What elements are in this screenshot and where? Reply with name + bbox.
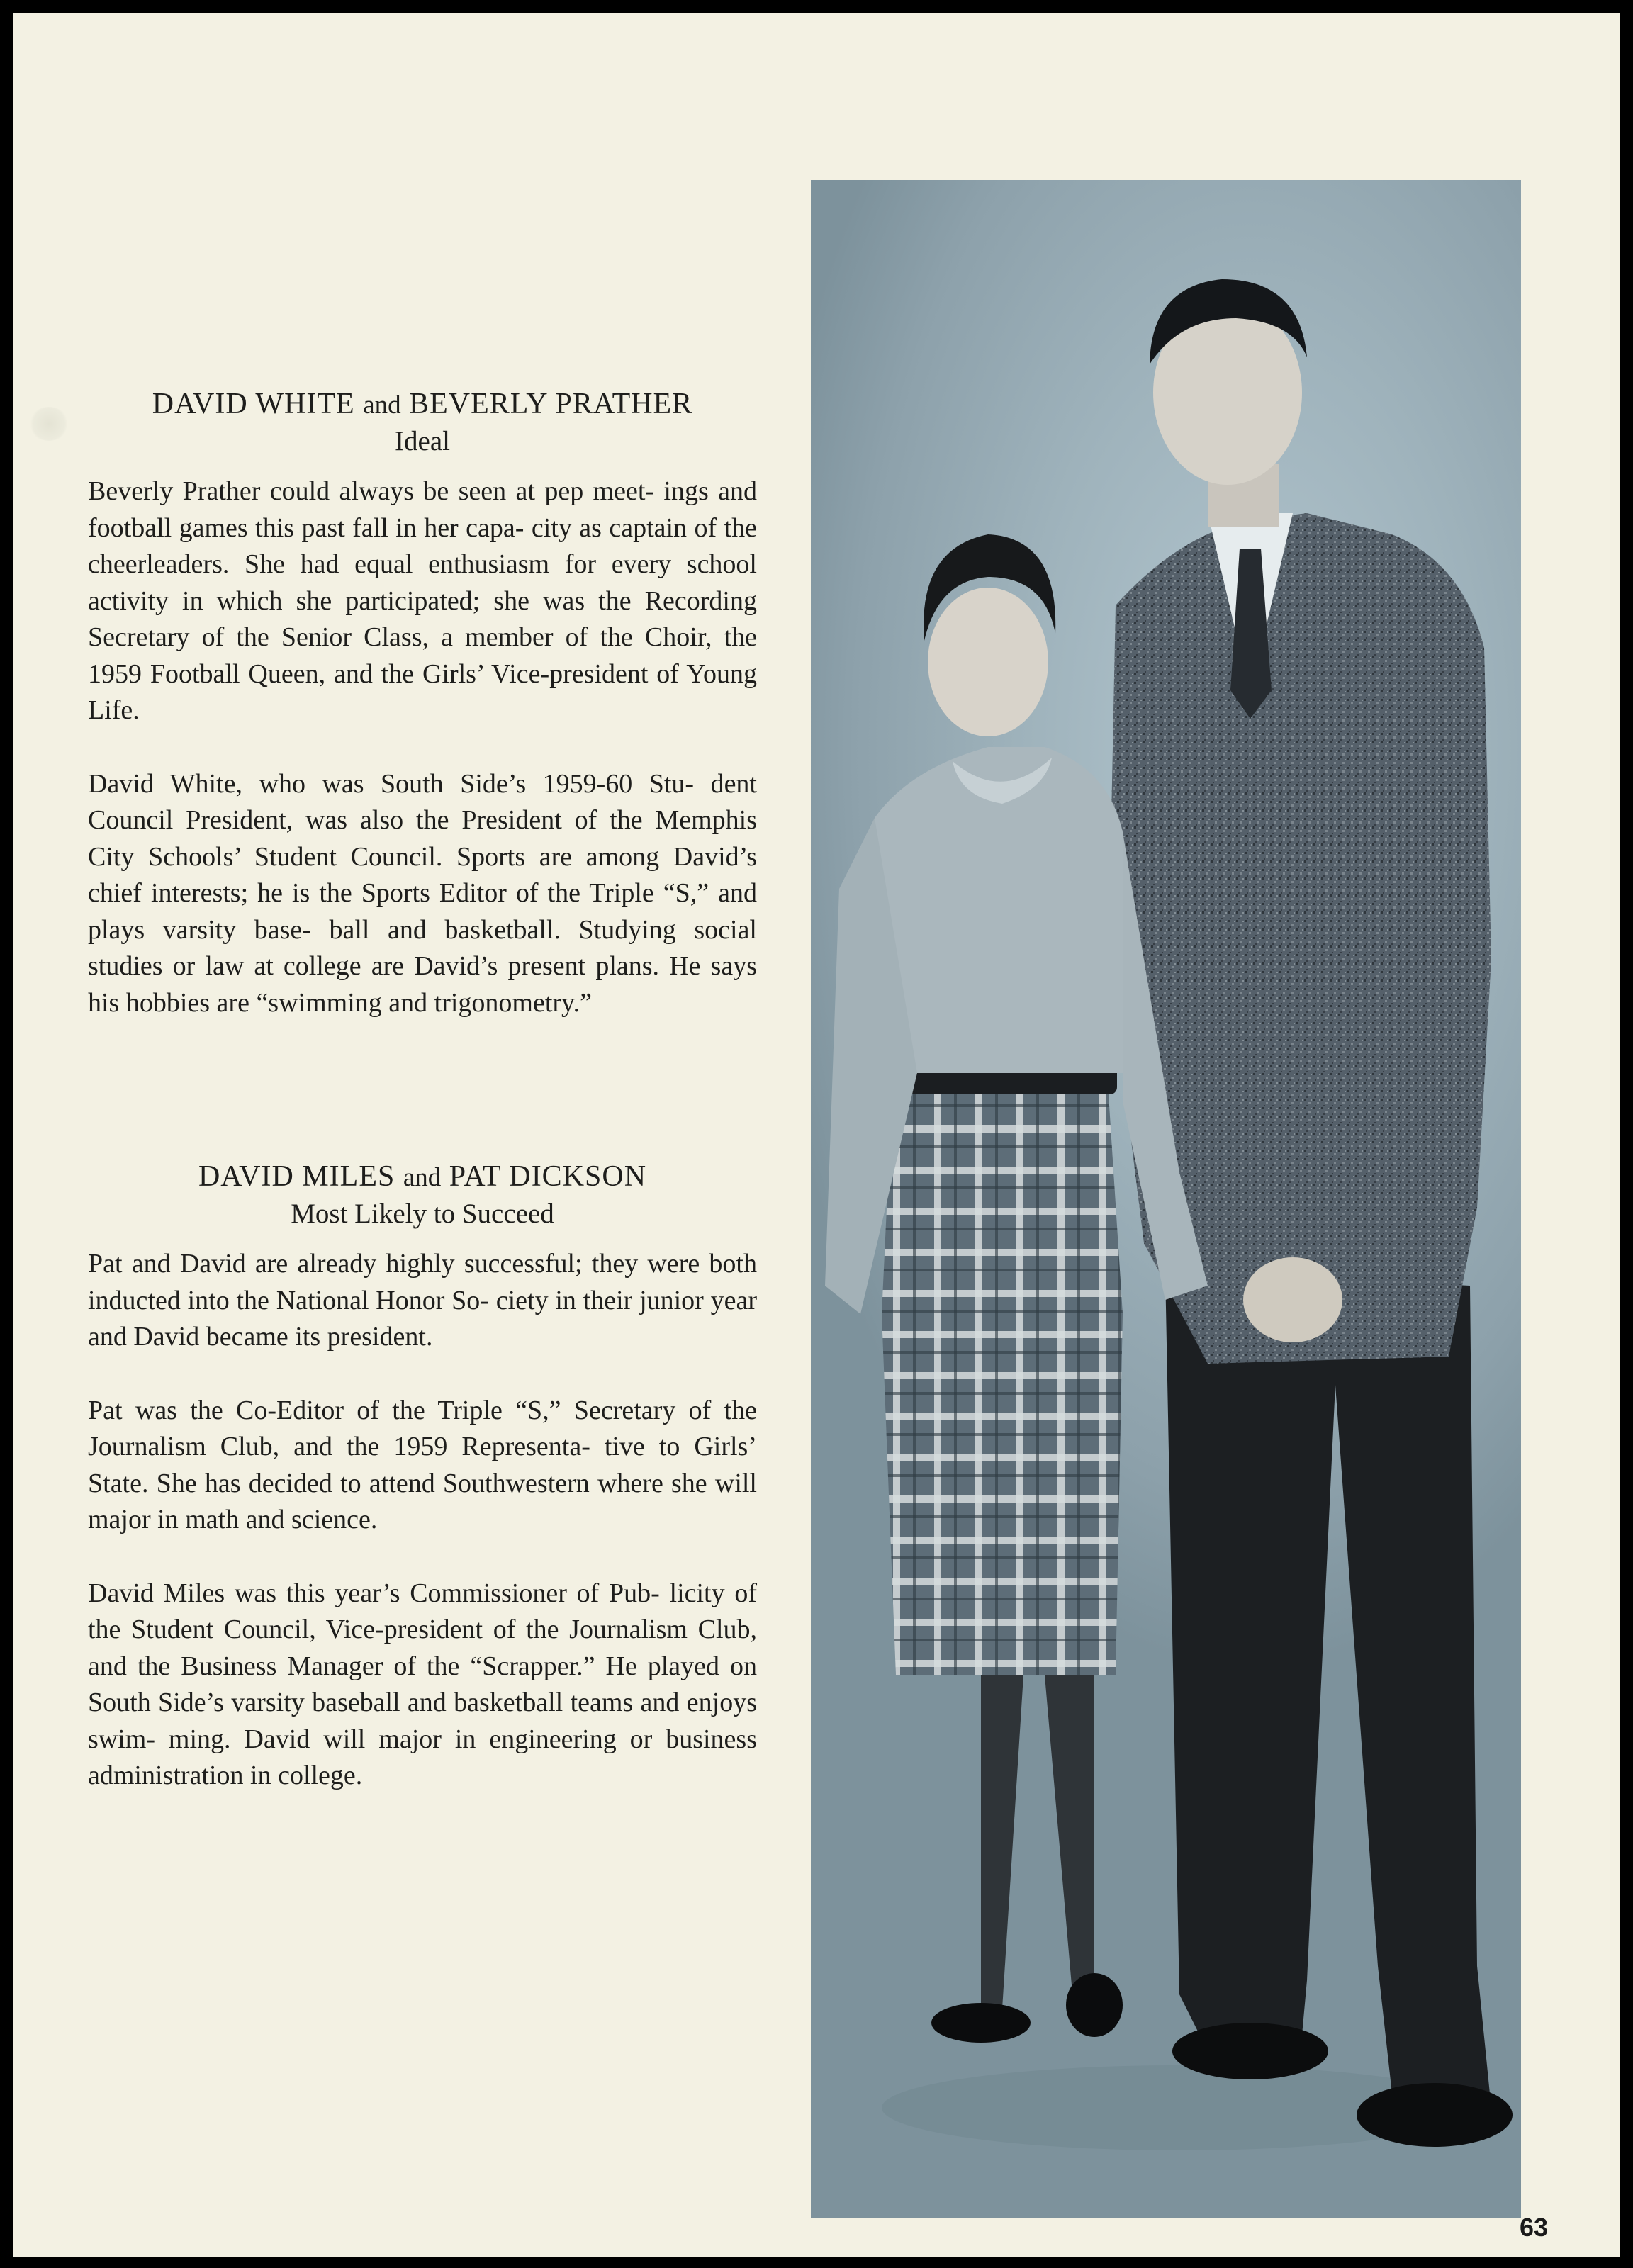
section-title-most-likely: Most Likely to Succeed	[291, 1198, 554, 1229]
section-heading-most-likely	[88, 1158, 757, 1196]
yearbook-page	[13, 13, 1620, 2257]
heading-name-1: DAVID MILES	[198, 1160, 395, 1193]
heading-conjunction: and	[403, 1163, 442, 1192]
section-ideal	[88, 386, 757, 1058]
section-most-likely	[88, 1158, 757, 1831]
paragraph-david-white: David White, who was South Side’s 1959-60 Stu- dent Council President, was also the President of the Memphis City Schools’ Student Council. Sports are among David’s chief interests; he is the Sports Editor of the Triple “S,” and plays varsity base- ball and basketball. Studying social studies or law at college are David’s present plans. He says his hobbies are “swimming and trigonometry.”	[88, 768, 757, 1018]
paragraph-pat-david: Pat and David are already highly successful; they were both inducted into the National Honor So- ciety in their junior year and David became its president.	[88, 1249, 757, 1352]
paragraph-beverly: Beverly Prather could always be seen at pep meet- ings and football games this past fall in her capa- city as captain of the cheerleaders. She had equal enthusiasm for every school activity in which she participated; she was the Recording Secretary of the Senior Class, a member of the Choir, the 1959 Football Queen, and the Girls’ Vice-president of Young Life.	[88, 476, 757, 725]
paragraph-david-miles: David Miles was this year’s Commissioner of Pub- licity of the Student Council, Vice-president of the Journalism Club, and the Business Manager of the “Scrapper.” He played on South Side’s varsity baseball and basketball teams and enjoys swim- ming. David will major in engineering or business administration in college.	[88, 1578, 757, 1790]
heading-conjunction: and	[363, 391, 401, 420]
heading-name-1: DAVID WHITE	[152, 388, 355, 420]
section-heading-ideal	[88, 386, 757, 424]
page-number: 63	[1520, 2213, 1549, 2242]
paragraph-pat: Pat was the Co-Editor of the Triple “S,” Secretary of the Journalism Club, and the 1959 Representa- tive to Girls’ State. She has decided to attend Southwestern where she will major in math and science.	[88, 1395, 757, 1534]
couple-illustration	[811, 180, 1521, 2218]
section-title-ideal: Ideal	[395, 426, 450, 456]
couple-photo	[811, 180, 1521, 2218]
heading-name-2: PAT DICKSON	[449, 1160, 647, 1193]
page-smudge	[28, 407, 69, 441]
heading-name-2: BEVERLY PRATHER	[409, 388, 693, 420]
